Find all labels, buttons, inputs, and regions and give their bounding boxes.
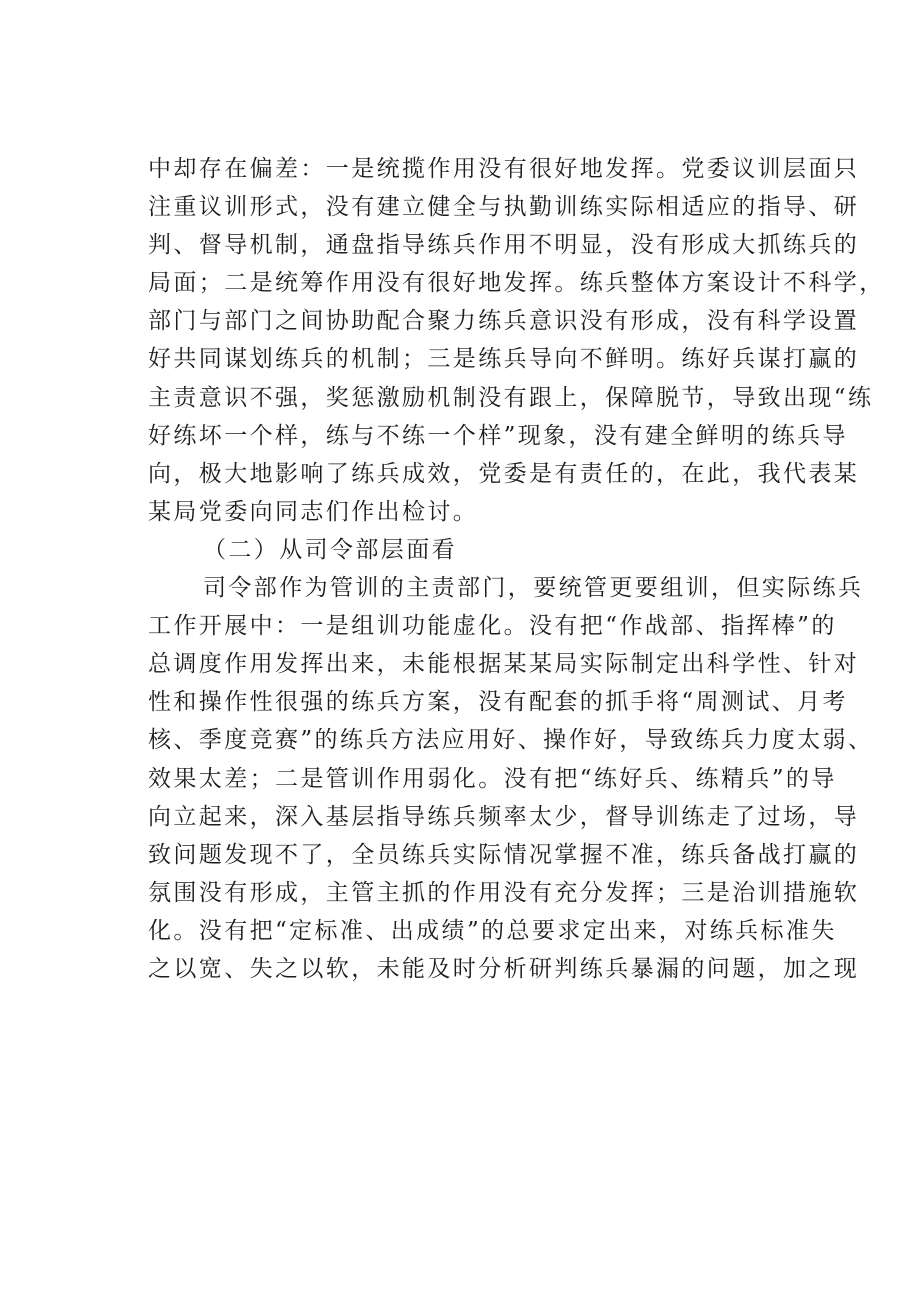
paragraph-2-line-6: 效果太差；二是管训作用弱化。没有把“练好兵、练精兵”的导: [148, 765, 837, 792]
paragraph-2-line-9: 氛围没有形成，主管主抓的作用没有充分发挥；三是治训措施软: [148, 879, 860, 906]
section-heading: （二）从司令部层面看: [203, 536, 457, 563]
paragraph-1-line-6: 好共同谋划练兵的机制；三是练兵导向不鲜明。练好兵谋打赢的: [148, 346, 860, 373]
paragraph-2-line-11: 之以宽、失之以软，未能及时分析研判练兵暴漏的问题，加之现: [148, 955, 860, 982]
paragraph-1-line-5: 部门与部门之间协助配合聚力练兵意识没有形成，没有科学设置: [148, 308, 860, 335]
paragraph-2-line-10: 化。没有把“定标准、出成绩”的总要求定出来，对练兵标准失: [148, 917, 837, 944]
paragraph-1-line-2: 注重议训形式，没有建立健全与执勤训练实际相适应的指导、研: [148, 194, 860, 221]
paragraph-2-line-3: 总调度作用发挥出来，未能根据某某局实际制定出科学性、针对: [148, 651, 860, 678]
paragraph-2-line-4: 性和操作性很强的练兵方案，没有配套的抓手将“周测试、月考: [148, 689, 848, 716]
paragraph-2-line-7: 向立起来，深入基层指导练兵频率太少，督导训练走了过场，导: [148, 803, 860, 830]
paragraph-1-line-8: 好练坏一个样，练与不练一个样”现象，没有建全鲜明的练兵导: [148, 422, 848, 449]
paragraph-1-line-10: 某局党委向同志们作出检讨。: [148, 498, 479, 525]
paragraph-2-line-8: 致问题发现不了，全员练兵实际情况掌握不准，练兵备战打赢的: [148, 841, 860, 868]
paragraph-1-line-9: 向，极大地影响了练兵成效，党委是有责任的，在此，我代表某: [148, 460, 860, 487]
paragraph-1-line-7: 主责意识不强，奖惩激励机制没有跟上，保障脱节，导致出现“练: [148, 384, 874, 411]
paragraph-2-line-1: 司令部作为管训的主责部门，要统管更要组训，但实际练兵: [203, 575, 864, 602]
document-body: [148, 150, 885, 988]
paragraph-1-line-4: 局面；二是统筹作用没有很好地发挥。练兵整体方案设计不科学，: [148, 270, 885, 297]
paragraph-2-line-5: 核、季度竞赛”的练兵方法应用好、操作好，导致练兵力度太弱、: [148, 727, 874, 754]
paragraph-1-line-3: 判、督导机制，通盘指导练兵作用不明显，没有形成大抓练兵的: [148, 232, 860, 259]
paragraph-1-line-1: 中却存在偏差：一是统揽作用没有很好地发挥。党委议训层面只: [148, 156, 860, 182]
paragraph-2-line-2: 工作开展中：一是组训功能虚化。没有把“作战部、指挥棒”的: [148, 613, 837, 640]
